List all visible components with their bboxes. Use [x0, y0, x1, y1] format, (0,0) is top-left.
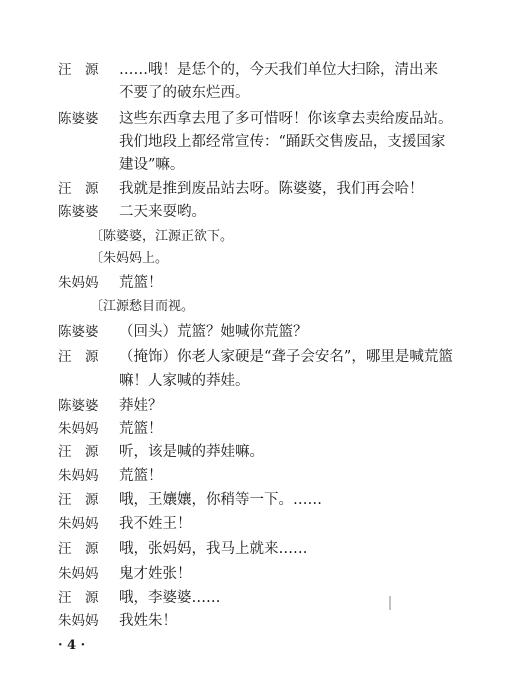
dialogue-text: （掩饰）你老人家硬是“聋子会安名”，哪里是喊荒篮	[119, 349, 453, 365]
dialogue-line	[0, 418, 515, 440]
dialogue-text: 二天来耍哟。	[119, 204, 206, 220]
dialogue-line	[0, 131, 515, 153]
speaker-name: 朱妈妈	[58, 566, 99, 582]
dialogue-line	[0, 82, 515, 104]
dialogue-text: 莽娃？	[119, 398, 163, 414]
stage-direction-text: 〔江源愁目而视。	[90, 299, 195, 314]
dialogue-line	[0, 154, 515, 176]
dialogue-line	[0, 395, 515, 417]
speaker-name: 汪 源	[58, 444, 99, 460]
dialogue-line	[0, 465, 515, 487]
dialogue-text: 哦，李婆婆……	[119, 590, 221, 606]
dialogue-text: （回头）荒篮？她喊你荒篮？	[119, 324, 308, 340]
speaker-name: 汪 源	[58, 349, 99, 365]
dialogue-text: 我姓朱！	[119, 613, 177, 629]
dialogue-text: 听，该是喊的莽娃嘛。	[119, 444, 264, 460]
dialogue-line	[0, 370, 515, 392]
scan-speck	[389, 596, 391, 610]
stage-direction	[0, 248, 515, 270]
speaker-name: 陈婆婆	[58, 111, 99, 127]
dialogue-line	[0, 272, 515, 294]
dialogue-text: 荒篮！	[119, 468, 163, 484]
dialogue-text: 我不姓王！	[119, 516, 192, 532]
dialogue-line	[0, 441, 515, 463]
dialogue-text: 哦，王孃孃，你稍等一下。……	[119, 492, 322, 508]
speaker-name: 汪 源	[58, 541, 99, 557]
speaker-name: 陈婆婆	[58, 204, 99, 220]
dialogue-line	[0, 59, 515, 81]
dialogue-text: ……哦！是恁个的，今天我们单位大扫除，清出来	[119, 62, 438, 78]
dialogue-text: 荒篮！	[119, 421, 163, 437]
speaker-name: 朱妈妈	[58, 516, 99, 532]
page-number: · 4 ·	[58, 638, 86, 653]
stage-direction	[0, 226, 515, 248]
dialogue-text: 建设”嘛。	[119, 157, 185, 173]
dialogue-line	[0, 201, 515, 223]
dialogue-line	[0, 178, 515, 200]
speaker-name: 汪 源	[58, 181, 99, 197]
dialogue-line	[0, 563, 515, 585]
speaker-name: 汪 源	[58, 590, 99, 606]
dialogue-text: 哦，张妈妈，我马上就来……	[119, 541, 308, 557]
dialogue-text: 我们地段上都经常宣传：“踊跃交售废品，支援国家	[119, 134, 446, 150]
speaker-name: 陈婆婆	[58, 398, 99, 414]
dialogue-text: 我就是推到废品站去呀。陈婆婆，我们再会哈！	[119, 181, 424, 197]
dialogue-text: 不要了的破东烂西。	[119, 85, 250, 101]
speaker-name: 朱妈妈	[58, 275, 99, 291]
speaker-name: 汪 源	[58, 62, 99, 78]
dialogue-line	[0, 489, 515, 511]
speaker-name: 朱妈妈	[58, 421, 99, 437]
dialogue-line	[0, 108, 515, 130]
dialogue-text: 鬼才姓张！	[119, 566, 192, 582]
stage-direction-text: 〔朱妈妈上。	[90, 251, 169, 266]
speaker-name: 朱妈妈	[58, 468, 99, 484]
speaker-name: 汪 源	[58, 492, 99, 508]
dialogue-line	[0, 587, 515, 609]
speaker-name: 陈婆婆	[58, 324, 99, 340]
dialogue-text: 嘛！人家喊的莽娃。	[119, 373, 250, 389]
dialogue-line	[0, 346, 515, 368]
dialogue-line	[0, 513, 515, 535]
dialogue-line	[0, 538, 515, 560]
stage-direction	[0, 296, 515, 318]
speaker-name: 朱妈妈	[58, 613, 99, 629]
dialogue-text: 荒篮！	[119, 275, 163, 291]
stage-direction-text: 〔陈婆婆，江源正欲下。	[90, 229, 234, 244]
dialogue-text: 这些东西拿去甩了多可惜呀！你该拿去卖给废品站。	[119, 111, 453, 127]
dialogue-line	[0, 610, 515, 632]
dialogue-line	[0, 321, 515, 343]
